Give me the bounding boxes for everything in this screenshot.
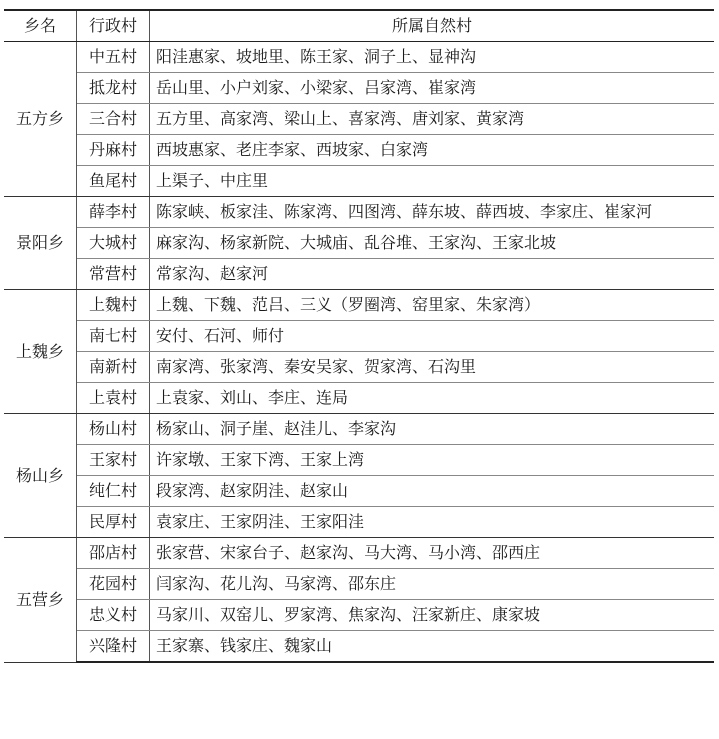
table-body — [4, 42, 714, 663]
township-cell: 五营乡 — [4, 538, 77, 663]
admin-village-cell: 薛李村 — [77, 197, 150, 228]
natural-villages-cell: 王家寨、钱家庄、魏家山 — [150, 631, 715, 663]
admin-village-cell: 花园村 — [77, 569, 150, 600]
table-row — [4, 352, 714, 383]
table-row — [4, 73, 714, 104]
admin-village-cell: 忠义村 — [77, 600, 150, 631]
township-cell: 杨山乡 — [4, 414, 77, 538]
admin-village-cell: 邵店村 — [77, 538, 150, 569]
admin-village-cell: 南新村 — [77, 352, 150, 383]
natural-villages-cell: 许家墩、王家下湾、王家上湾 — [150, 445, 715, 476]
natural-villages-cell: 袁家庄、王家阴洼、王家阳洼 — [150, 507, 715, 538]
table-row — [4, 383, 714, 414]
table-row — [4, 166, 714, 197]
natural-villages-cell: 马家川、双窑儿、罗家湾、焦家沟、汪家新庄、康家坡 — [150, 600, 715, 631]
township-cell: 五方乡 — [4, 42, 77, 197]
village-table — [4, 9, 714, 663]
header-township: 乡名 — [4, 10, 77, 42]
admin-village-cell: 中五村 — [77, 42, 150, 73]
table-row — [4, 600, 714, 631]
natural-villages-cell: 五方里、高家湾、梁山上、喜家湾、唐刘家、黄家湾 — [150, 104, 715, 135]
admin-village-cell: 南七村 — [77, 321, 150, 352]
natural-villages-cell: 陈家峡、板家洼、陈家湾、四图湾、薛东坡、薛西坡、李家庄、崔家河 — [150, 197, 715, 228]
natural-villages-cell: 麻家沟、杨家新院、大城庙、乱谷堆、王家沟、王家北坡 — [150, 228, 715, 259]
admin-village-cell: 兴隆村 — [77, 631, 150, 663]
table-row — [4, 135, 714, 166]
admin-village-cell: 上魏村 — [77, 290, 150, 321]
table-row — [4, 104, 714, 135]
natural-villages-cell: 上魏、下魏、范吕、三义（罗圈湾、窑里家、朱家湾） — [150, 290, 715, 321]
table-row — [4, 569, 714, 600]
table-row — [4, 321, 714, 352]
natural-villages-cell: 西坡惠家、老庄李家、西坡家、白家湾 — [150, 135, 715, 166]
table-row — [4, 445, 714, 476]
admin-village-cell: 上袁村 — [77, 383, 150, 414]
admin-village-cell: 丹麻村 — [77, 135, 150, 166]
natural-villages-cell: 上袁家、刘山、李庄、连局 — [150, 383, 715, 414]
table-row — [4, 476, 714, 507]
natural-villages-cell: 杨家山、洞子崖、赵洼儿、李家沟 — [150, 414, 715, 445]
admin-village-cell: 三合村 — [77, 104, 150, 135]
admin-village-cell: 王家村 — [77, 445, 150, 476]
admin-village-cell: 大城村 — [77, 228, 150, 259]
natural-villages-cell: 阳洼惠家、坡地里、陈王家、洞子上、显神沟 — [150, 42, 715, 73]
admin-village-cell: 民厚村 — [77, 507, 150, 538]
table-header — [4, 10, 714, 42]
admin-village-cell: 纯仁村 — [77, 476, 150, 507]
natural-villages-cell: 南家湾、张家湾、秦安吴家、贺家湾、石沟里 — [150, 352, 715, 383]
table-row — [4, 228, 714, 259]
table-row — [4, 631, 714, 663]
natural-villages-cell: 常家沟、赵家河 — [150, 259, 715, 290]
admin-village-cell: 鱼尾村 — [77, 166, 150, 197]
header-row — [4, 10, 714, 42]
admin-village-cell: 常营村 — [77, 259, 150, 290]
table-row — [4, 259, 714, 290]
township-cell: 景阳乡 — [4, 197, 77, 290]
table-row — [4, 197, 714, 228]
table-row — [4, 507, 714, 538]
header-natural-villages: 所属自然村 — [150, 10, 715, 42]
admin-village-cell: 抵龙村 — [77, 73, 150, 104]
table-row — [4, 414, 714, 445]
township-cell: 上魏乡 — [4, 290, 77, 414]
natural-villages-cell: 上渠子、中庄里 — [150, 166, 715, 197]
table-row — [4, 538, 714, 569]
natural-villages-cell: 张家营、宋家台子、赵家沟、马大湾、马小湾、邵西庄 — [150, 538, 715, 569]
natural-villages-cell: 段家湾、赵家阴洼、赵家山 — [150, 476, 715, 507]
natural-villages-cell: 安付、石河、师付 — [150, 321, 715, 352]
table-row — [4, 42, 714, 73]
table-row — [4, 290, 714, 321]
natural-villages-cell: 岳山里、小户刘家、小梁家、吕家湾、崔家湾 — [150, 73, 715, 104]
natural-villages-cell: 闫家沟、花儿沟、马家湾、邵东庄 — [150, 569, 715, 600]
header-admin-village: 行政村 — [77, 10, 150, 42]
admin-village-cell: 杨山村 — [77, 414, 150, 445]
